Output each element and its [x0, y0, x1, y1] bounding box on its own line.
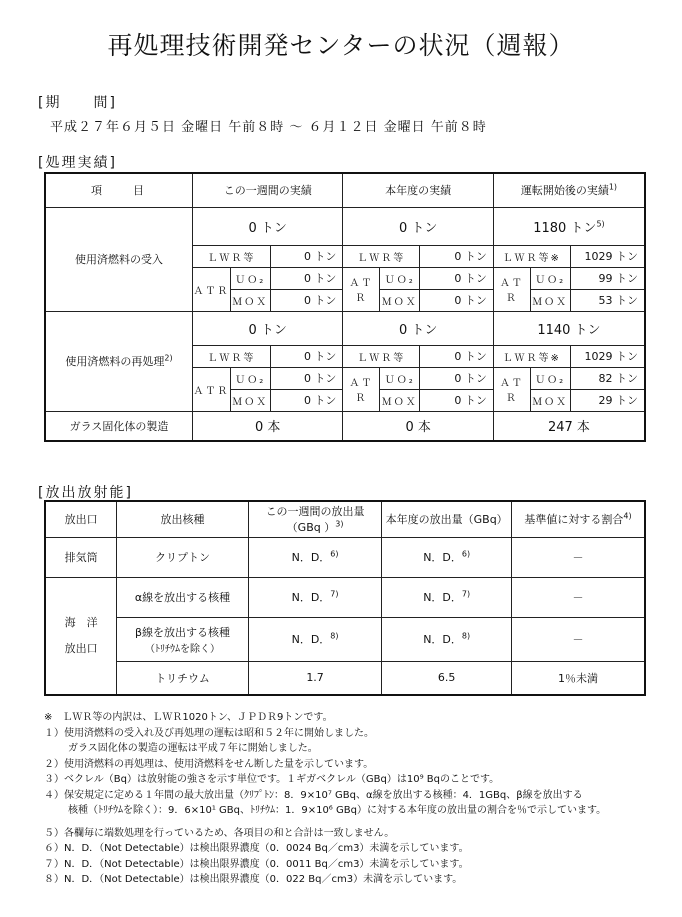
reprocess-year-lwr: 0 トン [420, 345, 494, 367]
header-week: この一週間の実績 [192, 173, 342, 207]
stack-year: N．D．$^{6)}$ [382, 537, 512, 577]
receipt-year-lwr-label: ＬＷＲ等 [343, 245, 420, 267]
header-year: 本年度の実績 [343, 173, 493, 207]
note-star: ※ ＬＷＲ等の内訳は、ＬＷＲ1020トン、ＪＰＤＲ9トンです。 [44, 712, 333, 723]
release-header-ratio: 基準値に対する割合$^{4)}$ [511, 501, 645, 537]
note-1-cont: ガラス固化体の製造の運転は平成７年に開始しました。 [68, 743, 318, 754]
reprocess-week-main: 0 トン [192, 311, 342, 345]
stack-week: N．D．$^{6)}$ [248, 537, 382, 577]
reprocess-year-mox-label: ＭＯＸ [380, 389, 420, 411]
receipt-year-uo2: 0 トン [420, 267, 494, 289]
glass-week: 0 本 [192, 411, 342, 441]
sea-tritium-nuclide: トリチウム [117, 661, 249, 695]
processing-table [44, 172, 646, 442]
receipt-year-main: 0 トン [343, 207, 493, 245]
note-4: ４）保安規定に定める１年間の最大放出量（ｸﾘﾌﾟﾄﾝ：8．9×10⁷ GBq、α線を放出する核種：4．1GBq、β線を放出する [44, 789, 583, 801]
note-5: ５）各欄毎に端数処理を行っているため、各項目の和と合計は一致しません。 [44, 827, 395, 839]
receipt-total-lwr: 1029 トン [570, 245, 645, 267]
reprocess-total-mox: 29 トン [570, 389, 645, 411]
release-table [44, 500, 646, 696]
sea-outlet: 海 洋 放出口 [45, 577, 117, 695]
sea-beta-ratio: － [511, 617, 645, 661]
receipt-total-lwr-label: ＬＷＲ等※ [493, 245, 570, 267]
note-2: ２）使用済燃料の再処理は、使用済燃料をせん断した量を示しています。 [44, 758, 374, 770]
receipt-total-uo2: 99 トン [570, 267, 645, 289]
reprocess-total-main: 1140 トン [493, 311, 645, 345]
receipt-year-atr: ＡＴＲ [343, 267, 380, 311]
receipt-total-uo2-label: ＵＯ₂ [530, 267, 570, 289]
receipt-total-mox: 53 トン [570, 289, 645, 311]
receipt-week-uo2: 0 トン [270, 267, 343, 289]
reprocess-week-mox-label: ＭＯＸ [230, 389, 270, 411]
sea-alpha-year: N．D．$^{7)}$ [382, 577, 512, 617]
reprocess-label: 使用済燃料の再処理$^{2)}$ [45, 311, 192, 411]
reprocess-year-uo2: 0 トン [420, 367, 494, 389]
reprocess-week-mox: 0 トン [270, 389, 343, 411]
receipt-year-mox: 0 トン [420, 289, 494, 311]
release-header-week: この一週間の放出量（GBq ）$^{3)}$ [248, 501, 382, 537]
note-7: ７）N．D．（Not Detectable）は検出限界濃度（0．0011 Bq／cm3）未満を示しています。 [44, 858, 469, 870]
period-text: 平成２７年６月５日 金曜日 午前８時 ～ ６月１２日 金曜日 午前８時 [50, 120, 487, 135]
receipt-total-atr: ＡＴＲ [493, 267, 530, 311]
receipt-week-uo2-label: ＵＯ₂ [230, 267, 270, 289]
reprocess-week-uo2: 0 トン [270, 367, 343, 389]
stack-outlet: 排気筒 [45, 537, 117, 577]
sea-beta-year: N．D．$^{8)}$ [382, 617, 512, 661]
receipt-week-mox-label: ＭＯＸ [230, 289, 270, 311]
processing-heading: [処理実績] [38, 155, 117, 171]
reprocess-year-lwr-label: ＬＷＲ等 [343, 345, 420, 367]
note-8: ８）N．D．（Not Detectable）は検出限界濃度（0．022 Bq／cm3）未満を示しています。 [44, 874, 463, 885]
stack-nuclide: クリプトン [117, 537, 249, 577]
reprocess-week-uo2-label: ＵＯ₂ [230, 367, 270, 389]
receipt-year-lwr: 0 トン [420, 245, 494, 267]
period-heading: [期 間] [38, 95, 117, 111]
release-header-outlet: 放出口 [45, 501, 117, 537]
note-3: ３）ベクレル（Bq）は放射能の強さを示す単位です。１ギガベクレル（GBq）は10⁹ Bqのことです。 [44, 774, 500, 785]
reprocess-total-uo2: 82 トン [570, 367, 645, 389]
reprocess-total-uo2-label: ＵＯ₂ [530, 367, 570, 389]
reprocess-total-lwr-label: ＬＷＲ等※ [493, 345, 570, 367]
receipt-total-mox-label: ＭＯＸ [530, 289, 570, 311]
reprocess-total-atr: ＡＴＲ [493, 367, 530, 411]
sea-tritium-year: 6.5 [382, 661, 512, 695]
receipt-week-lwr: 0 トン [270, 245, 343, 267]
glass-year: 0 本 [343, 411, 493, 441]
release-header-nuclide: 放出核種 [117, 501, 249, 537]
footnotes [44, 710, 664, 888]
note-6: ６）N．D．（Not Detectable）は検出限界濃度（0．0024 Bq／cm3）未満を示しています。 [44, 843, 469, 854]
reprocess-week-lwr-label: ＬＷＲ等 [192, 345, 270, 367]
header-total: 運転開始後の実績$^{1)}$ [493, 173, 645, 207]
receipt-week-mox: 0 トン [270, 289, 343, 311]
sea-tritium-week: 1.7 [248, 661, 382, 695]
sea-beta-week: N．D．$^{8)}$ [248, 617, 382, 661]
release-heading: [放出放射能] [38, 485, 133, 501]
sea-alpha-week: N．D．$^{7)}$ [248, 577, 382, 617]
header-item: 項 目 [45, 173, 192, 207]
reprocess-year-uo2-label: ＵＯ₂ [380, 367, 420, 389]
reprocess-year-mox: 0 トン [420, 389, 494, 411]
sea-tritium-ratio: 1％未満 [511, 661, 645, 695]
glass-label: ガラス固化体の製造 [45, 411, 192, 441]
reprocess-week-atr: ＡＴＲ [192, 367, 230, 411]
receipt-total-main: 1180 トン$^{5)}$ [493, 207, 645, 245]
receipt-year-uo2-label: ＵＯ₂ [380, 267, 420, 289]
sea-beta-nuclide: β線を放出する核種 （ﾄﾘﾁｳﾑを除く） [117, 617, 249, 661]
receipt-label: 使用済燃料の受入 [45, 207, 192, 311]
reprocess-total-lwr: 1029 トン [570, 345, 645, 367]
sea-alpha-nuclide: α線を放出する核種 [117, 577, 249, 617]
note-4-cont: 核種（ﾄﾘﾁｳﾑを除く）：9．6×10¹ GBq、ﾄﾘﾁｳﾑ：1．9×10⁶ GBq）に対する本年度の放出量の割合を％で示しています。 [68, 805, 607, 816]
reprocess-year-atr: ＡＴＲ [343, 367, 380, 411]
receipt-week-lwr-label: ＬＷＲ等 [192, 245, 270, 267]
glass-total: 247 本 [493, 411, 645, 441]
receipt-week-main: 0 トン [192, 207, 342, 245]
receipt-year-mox-label: ＭＯＸ [380, 289, 420, 311]
reprocess-year-main: 0 トン [343, 311, 493, 345]
release-header-year: 本年度の放出量（GBq） [382, 501, 512, 537]
note-1: １）使用済燃料の受入れ及び再処理の運転は昭和５２年に開始しました。 [44, 727, 374, 739]
receipt-week-atr: ＡＴＲ [192, 267, 230, 311]
stack-ratio: － [511, 537, 645, 577]
sea-alpha-ratio: － [511, 577, 645, 617]
reprocess-week-lwr: 0 トン [270, 345, 343, 367]
page-title: 再処理技術開発センターの状況（週報） [107, 31, 575, 60]
reprocess-total-mox-label: ＭＯＸ [530, 389, 570, 411]
